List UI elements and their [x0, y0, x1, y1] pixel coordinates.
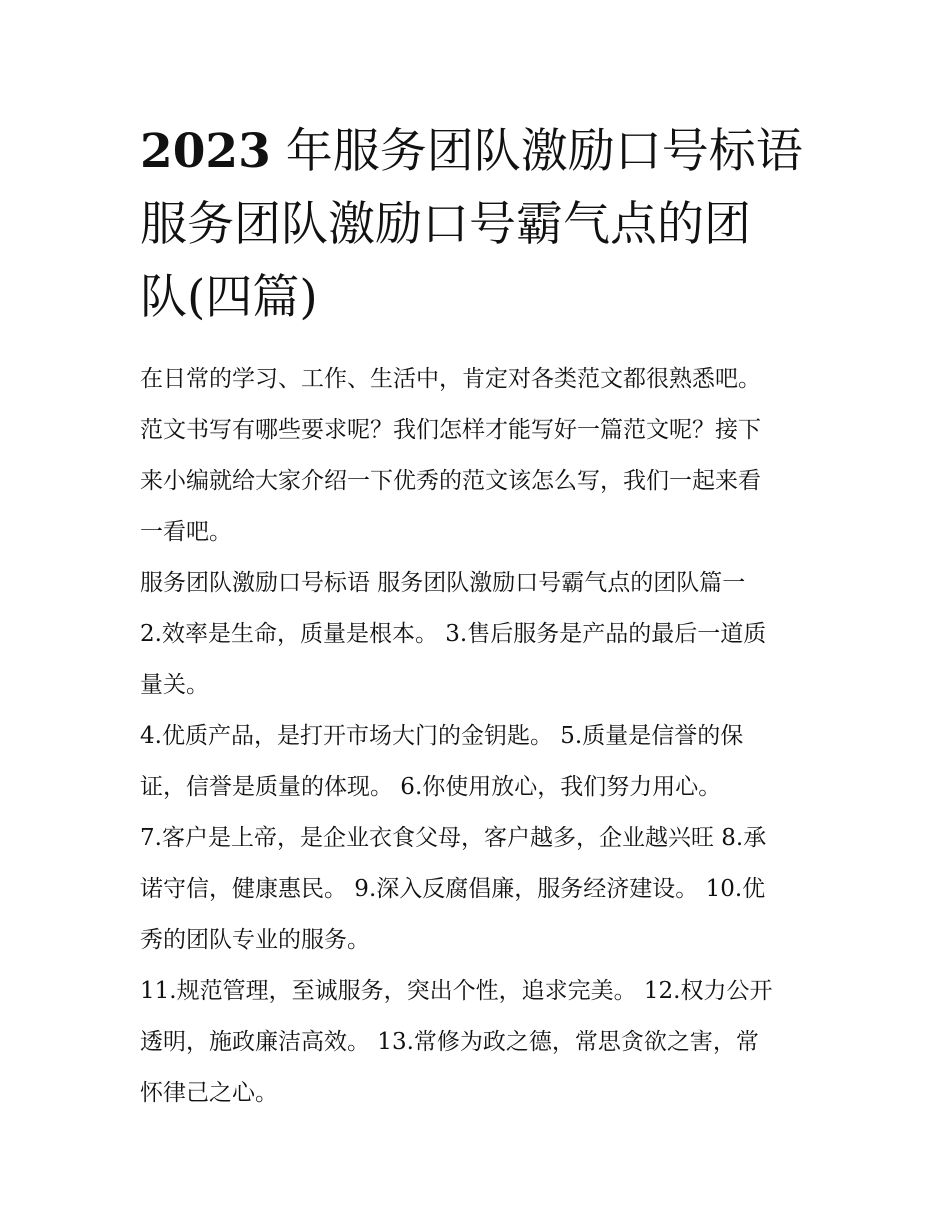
- text-line: 透明，施政廉洁高效。 13.常修为政之德，常思贪欲之害，常: [140, 1029, 759, 1055]
- text-line: 秀的团队专业的服务。: [140, 927, 370, 953]
- text-line: 量关。: [140, 672, 209, 698]
- slogan-paragraph: [140, 711, 840, 813]
- text-line: 11.规范管理，至诚服务，突出个性，追求完美。 12.权力公开: [140, 978, 773, 1004]
- text-line: 诺守信，健康惠民。 9.深入反腐倡廉，服务经济建设。 10.优: [140, 876, 766, 902]
- title-year: 2023: [140, 124, 271, 179]
- title-line: [140, 115, 820, 188]
- title-line: 服务团队激励口号霸气点的团: [140, 197, 751, 252]
- intro-paragraph: [140, 354, 840, 558]
- text-line: 服务团队激励口号标语 服务团队激励口号霸气点的团队篇一: [140, 570, 746, 596]
- title-text: 年服务团队激励口号标语: [270, 124, 803, 179]
- text-line: 一看吧。: [140, 519, 232, 545]
- text-line: 在日常的学习、工作、生活中，肯定对各类范文都很熟悉吧。: [140, 366, 761, 392]
- text-line: 证，信誉是质量的体现。 6.你使用放心，我们努力用心。: [140, 774, 722, 800]
- text-line: 4.优质产品，是打开市场大门的金钥匙。 5.质量是信誉的保: [140, 723, 744, 749]
- slogan-paragraph: [140, 966, 840, 1119]
- slogan-paragraph: [140, 609, 840, 711]
- slogan-paragraph: [140, 813, 840, 966]
- text-line: 2.效率是生命，质量是根本。 3.售后服务是产品的最后一道质: [140, 621, 767, 647]
- title-line: 队(四篇): [140, 270, 318, 325]
- text-line: 怀律己之心。: [140, 1080, 278, 1106]
- document-title: [140, 115, 820, 334]
- text-line: 来小编就给大家介绍一下优秀的范文该怎么写，我们一起来看: [140, 468, 761, 494]
- document-body: [140, 354, 840, 1119]
- text-line: 范文书写有哪些要求呢？我们怎样才能写好一篇范文呢？接下: [140, 417, 761, 443]
- section-heading: [140, 558, 840, 609]
- text-line: 7.客户是上帝，是企业衣食父母，客户越多，企业越兴旺 8.承: [140, 825, 767, 851]
